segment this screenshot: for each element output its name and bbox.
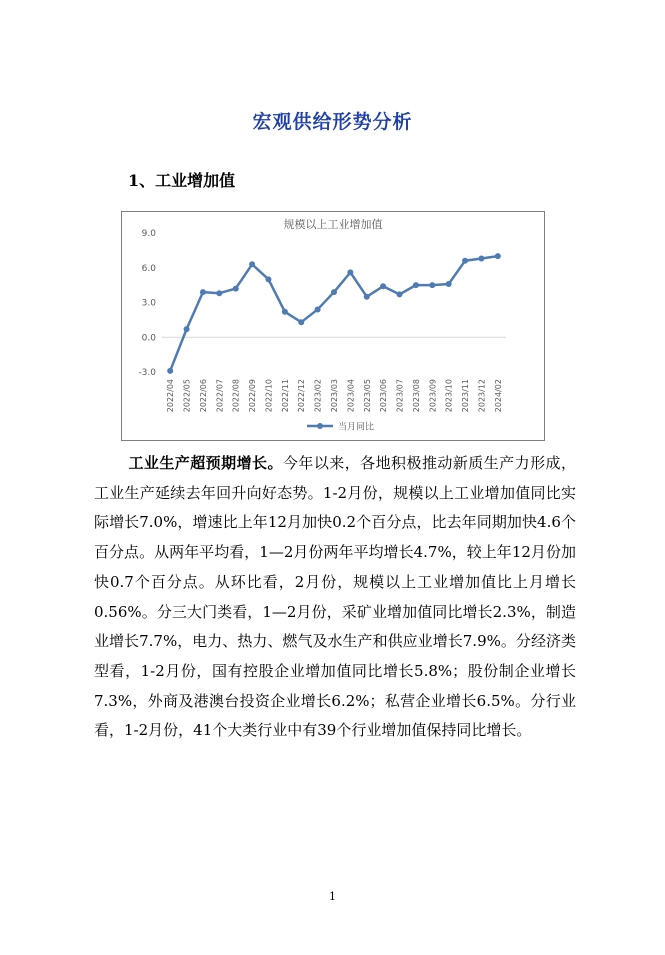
x-tick-label: 2022/11 <box>280 379 290 413</box>
legend-marker <box>317 423 323 429</box>
data-point <box>216 290 222 296</box>
series-layer <box>167 253 501 374</box>
x-tick-label: 2022/08 <box>231 379 241 413</box>
y-tick-label: -3.0 <box>138 368 156 378</box>
x-tick-label: 2023/05 <box>362 379 372 413</box>
page-title: 宏观供给形势分析 <box>252 111 413 133</box>
x-tick-label: 2023/04 <box>346 379 356 413</box>
x-tick-label: 2023/10 <box>444 379 454 413</box>
x-axis <box>166 379 503 412</box>
x-tick-label: 2023/09 <box>428 379 438 413</box>
section-heading: 1、工业增加值 <box>128 171 236 190</box>
y-tick-label: 0.0 <box>141 333 156 344</box>
body-paragraph <box>94 449 576 746</box>
data-point <box>347 269 353 275</box>
data-point <box>478 255 484 261</box>
chart-frame <box>121 211 545 441</box>
x-tick-label: 2022/09 <box>248 379 258 413</box>
x-tick-label: 2022/06 <box>198 379 208 413</box>
y-tick-label: 9.0 <box>141 229 156 239</box>
x-tick-label: 2023/06 <box>379 379 389 413</box>
data-point <box>265 276 271 282</box>
y-tick-label: 6.0 <box>141 263 156 274</box>
data-point <box>331 289 337 295</box>
x-tick-label: 2023/12 <box>477 379 487 413</box>
x-tick-label: 2023/03 <box>330 379 339 413</box>
line-chart <box>122 212 544 440</box>
data-point <box>249 261 255 267</box>
data-point <box>495 253 501 259</box>
data-point <box>200 289 206 295</box>
paragraph-lead: 工业生产超预期增长。 <box>128 454 283 472</box>
page-number: 1 <box>329 890 336 903</box>
x-tick-label: 2022/07 <box>215 379 225 413</box>
chart-title: 规模以上工业增加值 <box>283 218 383 231</box>
chart-legend <box>307 421 374 433</box>
series-line <box>170 256 498 371</box>
data-point <box>429 282 435 288</box>
data-point <box>446 281 452 287</box>
data-point <box>364 294 370 300</box>
x-tick-label: 2022/04 <box>166 379 176 413</box>
x-tick-label: 2022/05 <box>182 379 192 413</box>
legend-label: 当月同比 <box>338 422 375 433</box>
x-tick-label: 2023/11 <box>461 379 471 413</box>
data-point <box>233 286 239 292</box>
data-point <box>184 326 190 332</box>
x-tick-label: 2023/08 <box>411 379 421 413</box>
data-point <box>413 282 419 288</box>
data-point <box>315 306 321 312</box>
x-tick-label: 2022/10 <box>264 379 274 413</box>
data-point <box>282 309 288 315</box>
data-point <box>298 319 304 325</box>
y-tick-label: 3.0 <box>141 298 156 309</box>
data-point <box>380 283 386 289</box>
data-point <box>167 368 173 374</box>
x-tick-label: 2023/02 <box>313 379 323 413</box>
x-tick-label: 2024/02 <box>493 379 503 413</box>
data-point <box>397 291 403 297</box>
paragraph-body: 今年以来，各地积极推动新质生产力形成，工业生产延续去年回升向好态势。1-2月份，规模以上工业增加值同比实际增长7.0%，增速比上年12月加快0.2个百分点，比去年同期加快4.6个百分点。从两年平均看，1—2月份两年平均增长4.7%，较上年12月份加快0.7个百分点。从环比看，2月份，规模以上工业增加值比上月增长0.56%。分三大门类看，1—2月份，采矿业增加值同比增长2.3%，制造业增长7.7%，电力、热力、燃气及水生产和供应业增长7.9%。分经济类型看，1-2月份，国有控股企业增加值同比增长5.8%；股份制企业增长7.3%，外商及港澳台投资企业增长6.2%；私营企业增长6.5%。分行业看，1-2月份，41个大类行业中有39个行业增加值保持同比增长。 <box>94 454 576 740</box>
data-point <box>462 258 468 264</box>
x-tick-label: 2022/12 <box>297 379 307 413</box>
x-tick-label: 2023/07 <box>395 379 405 413</box>
